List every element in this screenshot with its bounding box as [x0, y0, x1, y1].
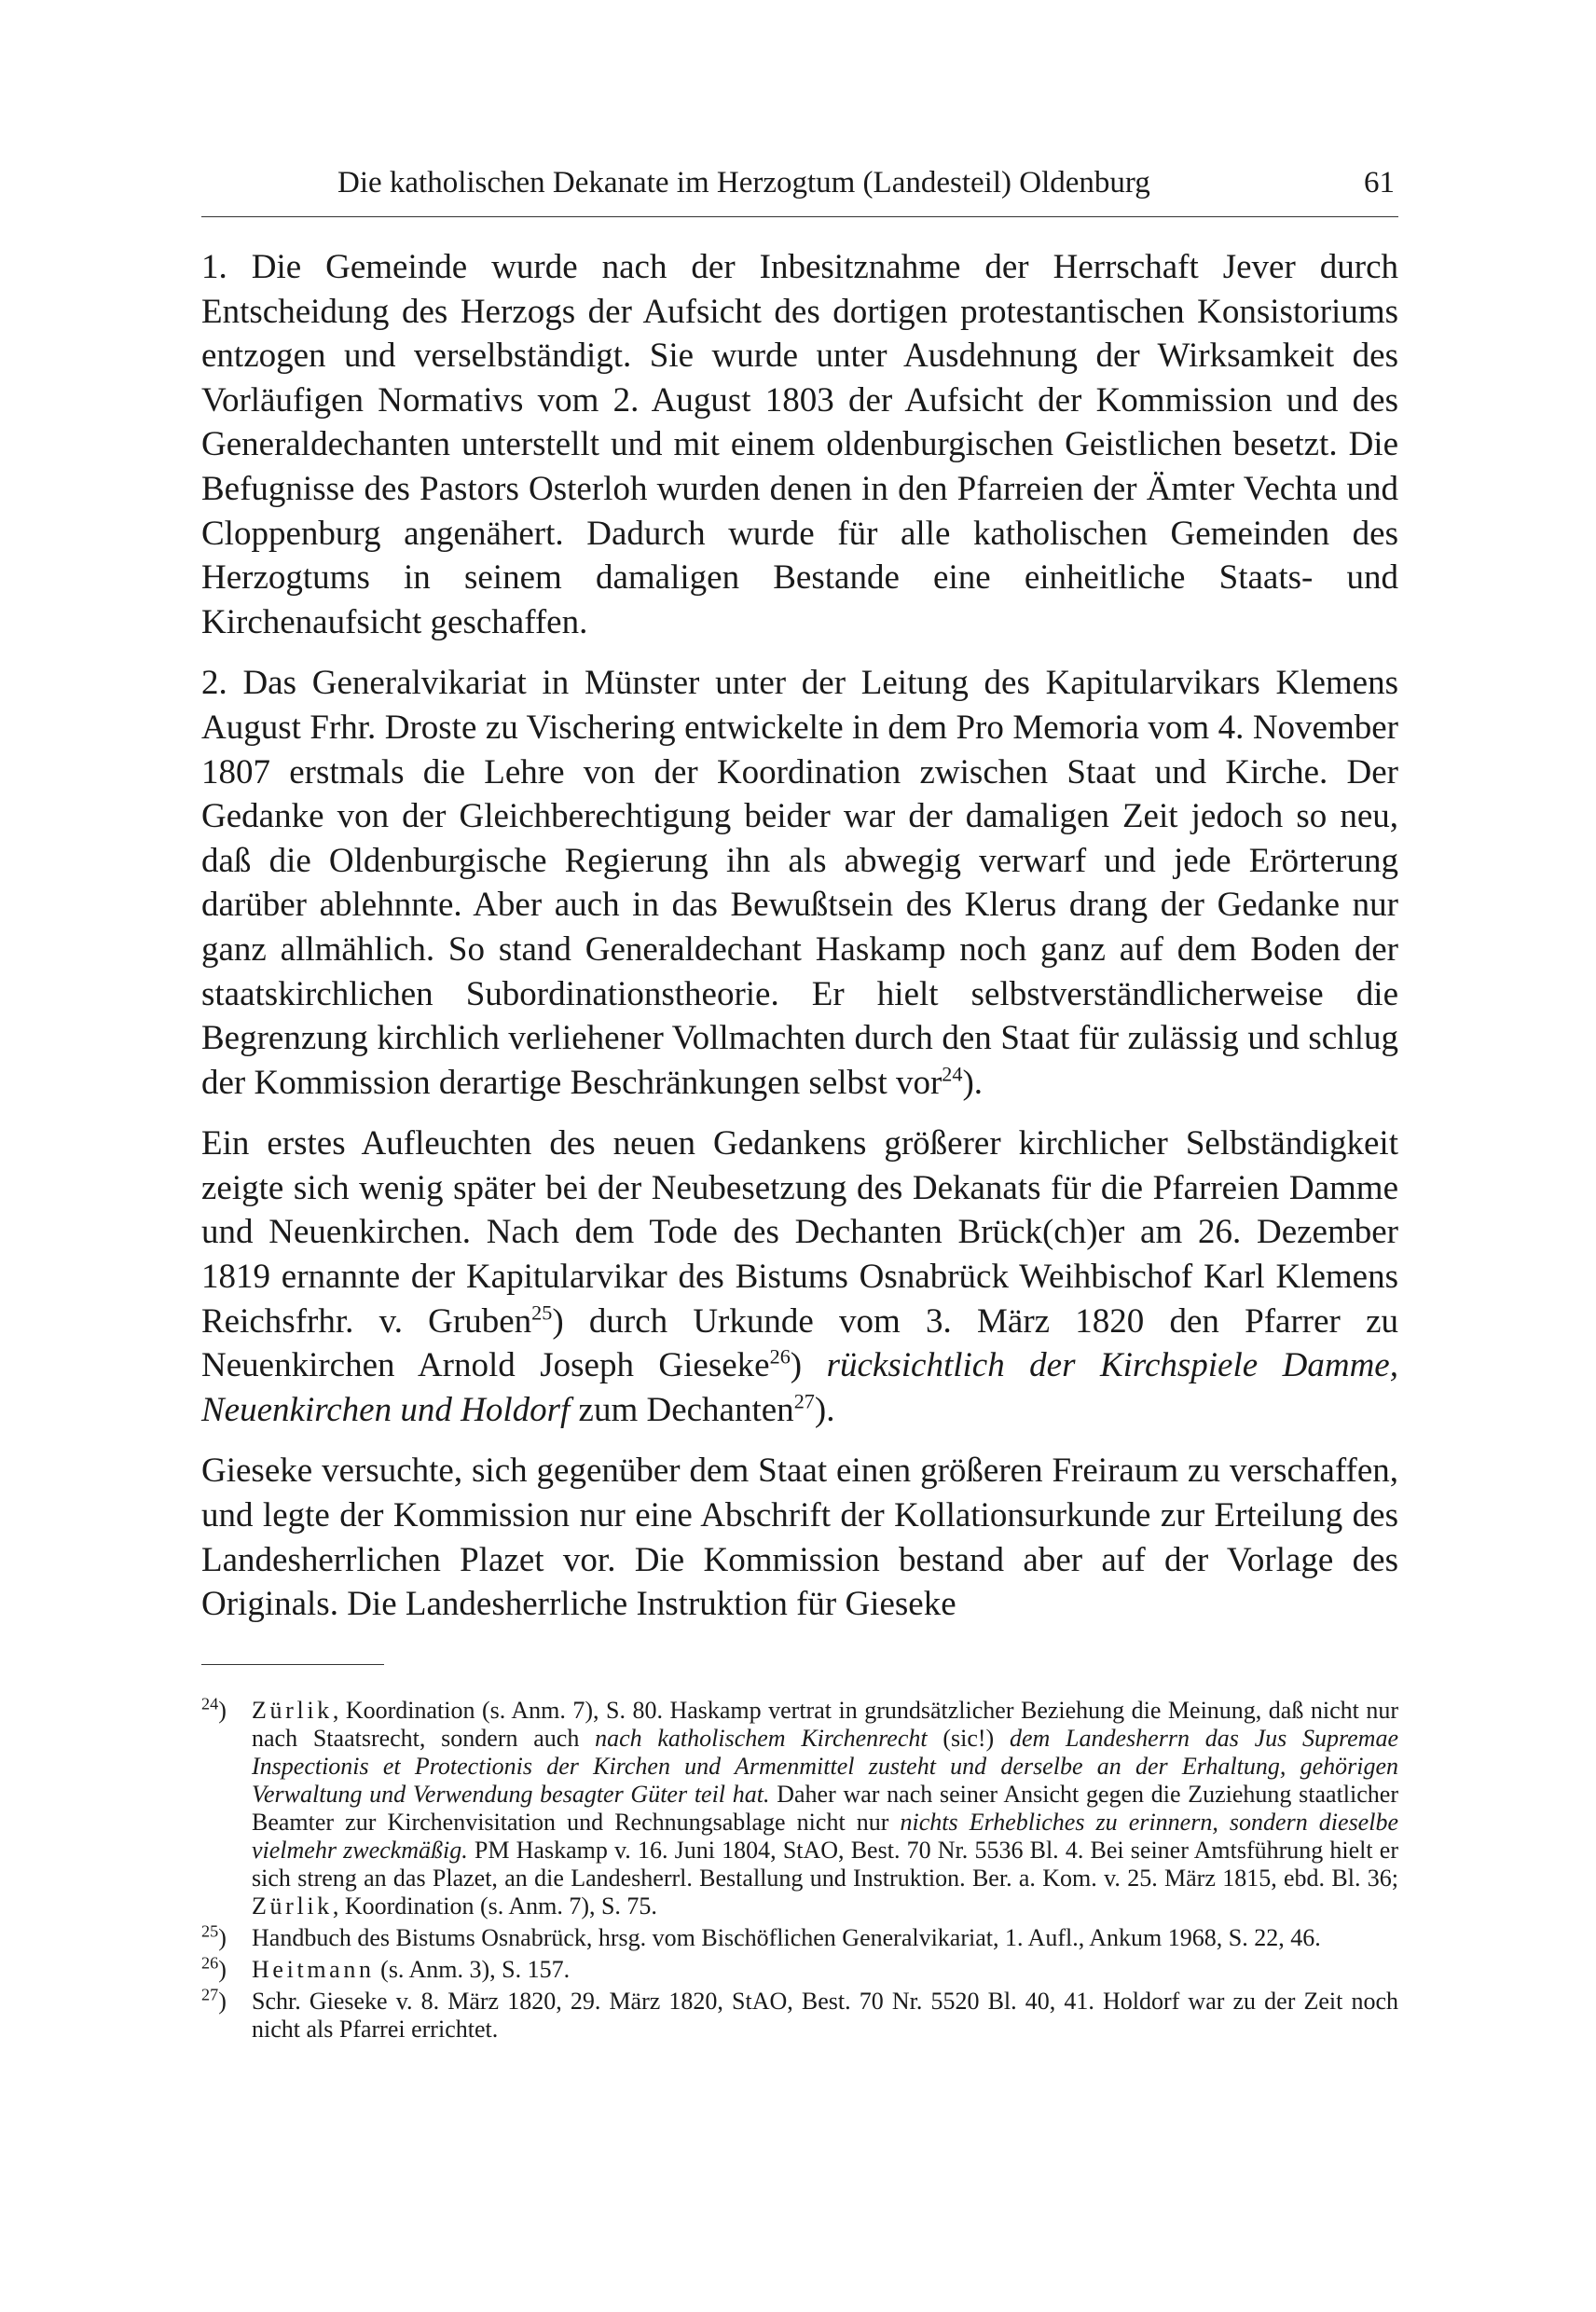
author-name: Zürlik: [252, 1696, 333, 1724]
footnote-number: $^{26}$): [201, 1953, 227, 1983]
footnote-text-e: , Koordination (s. Anm. 7), S. 75.: [332, 1892, 657, 1920]
footnote-text-c: Daher war nach seiner Ansicht gegen die Zuziehung staatlicher Beamter zur Kirchenvisitation und Rechnungsablage nicht nur: [252, 1780, 1398, 1836]
footnote-quote-2: dem Landesherrn das Jus Supremae Inspectionis et Protectionis der Kirchen und Armenmittel zusteht und derselbe an der Erhaltung, gehörigen Verwaltung und Verwendung besagter Güter teil hat.: [252, 1724, 1399, 1808]
running-header: [201, 164, 1398, 217]
paragraph-1: 1. Die Gemeinde wurde nach der Inbesitznahme der Herrschaft Jever durch Entscheidung des Herzogs der Aufsicht des dortigen protestantischen Konsistoriums entzogen und verselbständigt. Sie wurde unter Ausdehnung der Wirksamkeit des Vorläufigen Normativs vom 2. August 1803 der Aufsicht der Kommission und des Generaldechanten unterstellt und mit einem oldenburgischen Geistlichen besetzt. Die Befugnisse des Pastors Osterloh wurden denen in den Pfarreien der Ämter Vechta und Cloppenburg angenähert. Dadurch wurde für alle katholischen Gemeinden des Herzogtums in seinem damaligen Bestande eine einheitliche Staats- und Kirchenaufsicht geschaffen.: [201, 248, 1398, 641]
footnote-ref-27: 27: [793, 1389, 815, 1413]
paragraph-3-text-c: ): [790, 1346, 827, 1385]
footnote-number: $^{27}$): [201, 1985, 227, 2015]
running-title: Die katholischen Dekanate im Herzogtum (Landesteil) Oldenburg: [337, 166, 1150, 200]
footnote-25: [201, 1921, 1398, 1952]
footnote-text-a: , Koordination (s. Anm. 7), S. 80. Haskamp vertrat in grundsätzlicher Beziehung die Meinung, daß nicht nur nach Staatsrecht, sondern auch: [252, 1696, 1398, 1752]
footnote-number-text: 26: [201, 1953, 219, 1973]
footnote-text: Handbuch des Bistums Osnabrück, hrsg. vom Bischöflichen Generalvikariat, 1. Aufl., Ankum 1968, S. 22, 46.: [252, 1923, 1321, 1951]
author-name: Heitmann: [252, 1955, 375, 1983]
paragraph-3-quote: rücksichtlich der Kirchspiele Damme, Neuenkirchen und Holdorf: [201, 1346, 1398, 1429]
footnote-ref-26: 26: [769, 1344, 791, 1369]
footnote-ref-25: 25: [531, 1300, 553, 1325]
paragraph-3-text-d: zum Dechanten: [570, 1390, 794, 1429]
footnote-27: [201, 1985, 1398, 2044]
footnotes: [201, 1694, 1399, 2044]
footnote-number-text: 25: [201, 1921, 219, 1941]
paragraph-2-text: 2. Das Generalvikariat in Münster unter der Leitung des Kapitularvikars Klemens August Frhr. Droste zu Vischering entwickelte in dem Pro Memoria vom 4. November 1807 erstmals die Lehre von der Koordination zwischen Staat und Kirche. Der Gedanke von der Gleichberechtigung beider war der damaligen Zeit jedoch so neu, daß die Oldenburgische Regierung ihn als abwegig verwarf und jede Erörterung darüber ablehnnte. Aber auch in das Bewußtsein des Klerus drang der Gedanke nur ganz allmählich. So stand Generaldechant Haskamp noch ganz auf dem Boden der staatskirchlichen Subordinationstheorie. Er hielt selbstverständlicherweise die Begrenzung kirchlich verliehener Vollmachten durch den Staat für zulässig und schlug der Kommission derartige Beschränkungen selbst vor: [201, 664, 1398, 1102]
book-page: [201, 164, 1398, 2047]
footnote-text: [252, 1956, 1398, 1984]
paragraph-3-text-a: Ein erstes Aufleuchten des neuen Gedankens größerer kirchlicher Selbständigkeit zeigte sich wenig später bei der Neubesetzung des Dekanats für die Pfarreien Damme und Neuenkirchen. Nach dem Tode des Dechanten Brück(ch)er am 26. Dezember 1819 ernannte der Kapitularvikar des Bistums Osnabrück Weihbischof Karl Klemens Reichsfrhr. v. Gruben: [201, 1124, 1398, 1341]
main-text: [201, 245, 1398, 1627]
footnote-24: [201, 1694, 1399, 1920]
paragraph-3-text-e: ).: [814, 1390, 835, 1429]
paragraph-2: [201, 661, 1398, 1105]
footnote-26: [201, 1953, 1398, 1984]
footnote-text-a: (s. Anm. 3), S. 157.: [374, 1955, 571, 1983]
footnote-quote-3: nichts Erhebliches zu erinnern, sondern dieselbe vielmehr zweckmäßig.: [252, 1808, 1398, 1864]
page-number: 61: [1364, 166, 1395, 200]
footnote-ref-24: 24: [942, 1062, 963, 1086]
paragraph-2-end: ).: [962, 1063, 984, 1102]
author-name-2: Zürlik: [252, 1892, 333, 1920]
footnote-quote-1: nach katholischem Kirchenrecht: [595, 1724, 928, 1752]
paragraph-3-text-b: ) durch Urkunde vom 3. März 1820 den Pfarrer zu Neuenkirchen Arnold Joseph Gieseke: [201, 1301, 1398, 1385]
paragraph-4: Gieseke versuchte, sich gegenüber dem Staat einen größeren Freiraum zu verschaffen, und legte der Kommission nur eine Abschrift der Kollationsurkunde zur Erteilung des Landesherrlichen Plazet vor. Die Kommission bestand aber auf der Vorlage des Originals. Die Landesherrliche Instruktion für Gieseke: [201, 1452, 1398, 1624]
footnote-number-text: 24: [201, 1694, 219, 1713]
footnote-divider: [201, 1664, 384, 1665]
footnote-text: Schr. Gieseke v. 8. März 1820, 29. März 1820, StAO, Best. 70 Nr. 5520 Bl. 40, 41. Holdorf war zu der Zeit noch nicht als Pfarrei errichtet.: [252, 1987, 1398, 2043]
footnote-number-text: 27: [201, 1985, 219, 2004]
paragraph-3: [201, 1122, 1398, 1432]
footnote-text-b: (sic!): [927, 1724, 1010, 1752]
footnote-number: $^{25}$): [201, 1921, 227, 1951]
footnote-number: $^{24}$): [201, 1694, 227, 1724]
footnote-text: [252, 1697, 1398, 1920]
footnote-text-d: PM Haskamp v. 16. Juni 1804, StAO, Best. 70 Nr. 5536 Bl. 4. Bei seiner Amtsführung hielt er sich streng an das Plazet, an die Landesherrl. Bestallung und Instruktion. Ber. a. Kom. v. 25. März 1815, ebd. Bl. 36;: [252, 1836, 1398, 1892]
